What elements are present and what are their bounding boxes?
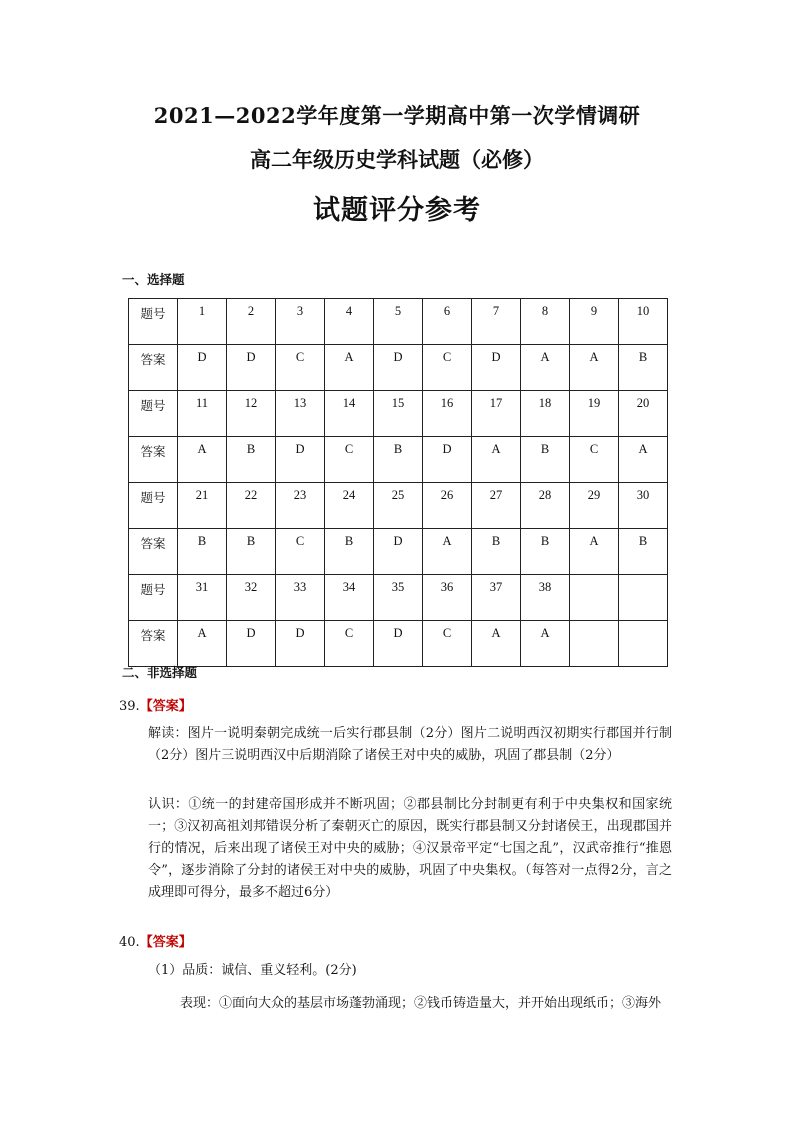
answer-mark: 【答案】 [139, 935, 192, 950]
document-heading: 试题评分参考 [313, 195, 481, 226]
answer-cell: D [374, 345, 423, 391]
answer-cell: A [423, 529, 472, 575]
question-number-cell: 32 [227, 575, 276, 621]
question-number-cell: 38 [521, 575, 570, 621]
row-label: 题号 [129, 483, 178, 529]
question-number-cell: 33 [276, 575, 325, 621]
question-number-cell: 21 [178, 483, 227, 529]
answer-cell: A [178, 621, 227, 667]
question-number-cell: 35 [374, 575, 423, 621]
row-label: 题号 [129, 575, 178, 621]
answer-cell: D [472, 345, 521, 391]
question-number-cell: 2 [227, 299, 276, 345]
row-label: 答案 [129, 345, 178, 391]
answer-cell: C [570, 437, 619, 483]
question-number-cell: 25 [374, 483, 423, 529]
question-number-cell: 16 [423, 391, 472, 437]
row-label: 题号 [129, 299, 178, 345]
answer-cell: D [423, 437, 472, 483]
q39-interpretation: 解读：图片一说明秦朝完成统一后实行郡县制（2分）图片二说明西汉初期实行郡国并行制（2分）图片三说明西汉中后期消除了诸侯王对中央的威胁，巩固了郡县制（2分） [148, 726, 672, 763]
question-number-cell: 18 [521, 391, 570, 437]
question-number-row [129, 483, 668, 529]
answer-row [129, 345, 668, 391]
answer-cell: B [227, 437, 276, 483]
exam-title: 2021—2022学年度第一学期高中第一次学情调研 [153, 103, 641, 128]
answer-cell: B [521, 529, 570, 575]
answer-row [129, 621, 668, 667]
answer-cell: B [472, 529, 521, 575]
question-number-cell: 34 [325, 575, 374, 621]
answer-cell: D [276, 437, 325, 483]
answer-cell: C [325, 621, 374, 667]
answer-cell: D [374, 621, 423, 667]
answer-cell: C [423, 621, 472, 667]
question-number-cell: 31 [178, 575, 227, 621]
q40-part1-quality: （1）品质：诚信、重义轻利。(2分) [148, 963, 357, 978]
answer-cell: B [619, 529, 668, 575]
answer-cell: A [570, 529, 619, 575]
question-number-cell: 36 [423, 575, 472, 621]
section-heading-nonchoice: 二、非选择题 [122, 665, 198, 680]
answer-cell: B [227, 529, 276, 575]
question-number-cell: 17 [472, 391, 521, 437]
question-number-cell: 14 [325, 391, 374, 437]
question-number-cell: 1 [178, 299, 227, 345]
question-39-label [119, 695, 192, 714]
question-number: 40. [119, 935, 140, 950]
answer-cell: C [423, 345, 472, 391]
row-label: 题号 [129, 391, 178, 437]
row-label: 答案 [129, 437, 178, 483]
question-number-cell: 24 [325, 483, 374, 529]
answer-cell: C [276, 529, 325, 575]
question-number-row [129, 391, 668, 437]
answer-cell: B [325, 529, 374, 575]
answer-cell: B [619, 345, 668, 391]
question-number-row [129, 299, 668, 345]
q40-part1-performance: 表现：①面向大众的基层市场蓬勃涌现；②钱币铸造量大，并开始出现纸币；③海外 [180, 996, 662, 1011]
question-number-cell: 13 [276, 391, 325, 437]
answer-cell: D [276, 621, 325, 667]
question-number-cell: 37 [472, 575, 521, 621]
question-number-cell: 20 [619, 391, 668, 437]
answer-cell: B [374, 437, 423, 483]
question-number-cell: 5 [374, 299, 423, 345]
answer-cell [570, 621, 619, 667]
answer-cell: A [325, 345, 374, 391]
row-label: 答案 [129, 621, 178, 667]
question-number-cell: 9 [570, 299, 619, 345]
answer-row [129, 437, 668, 483]
question-number-cell: 23 [276, 483, 325, 529]
exam-subtitle: 高二年级历史学科试题（必修） [250, 147, 544, 172]
answer-cell: A [178, 437, 227, 483]
section-heading-choice: 一、选择题 [122, 272, 185, 287]
question-number-cell: 22 [227, 483, 276, 529]
question-number: 39. [119, 699, 140, 714]
question-number-cell: 15 [374, 391, 423, 437]
q39-understanding: 认识：①统一的封建帝国形成并不断巩固；②郡县制比分封制更有利于中央集权和国家统一；③汉初高祖刘邦错误分析了秦朝灭亡的原因，既实行郡县制又分封诸侯王，出现郡国并行的情况，后来出现了诸侯王对中央的威胁；④汉景帝平定“七国之乱”，汉武帝推行“推恩令”，逐步消除了分封的诸侯王对中央的威胁，巩固了中央集权。（每答对一点得2分，言之成理即可得分，最多不超过6分） [148, 797, 672, 900]
question-number-cell: 27 [472, 483, 521, 529]
question-number-cell: 3 [276, 299, 325, 345]
answer-mark: 【答案】 [139, 699, 192, 714]
answer-cell: D [178, 345, 227, 391]
answer-cell: A [521, 345, 570, 391]
answer-row [129, 529, 668, 575]
answer-cell: D [227, 345, 276, 391]
answer-cell: A [521, 621, 570, 667]
question-number-cell: 11 [178, 391, 227, 437]
question-number-cell: 26 [423, 483, 472, 529]
answer-cell: B [521, 437, 570, 483]
question-number-cell: 29 [570, 483, 619, 529]
row-label: 答案 [129, 529, 178, 575]
question-number-cell: 30 [619, 483, 668, 529]
answer-cell: C [325, 437, 374, 483]
question-40-label [119, 931, 192, 950]
answer-cell: A [472, 437, 521, 483]
question-number-cell: 7 [472, 299, 521, 345]
question-number-cell: 19 [570, 391, 619, 437]
answer-cell: A [570, 345, 619, 391]
question-number-row [129, 575, 668, 621]
question-number-cell [570, 575, 619, 621]
question-number-cell: 6 [423, 299, 472, 345]
question-number-cell [619, 575, 668, 621]
answer-cell: C [276, 345, 325, 391]
answer-cell: D [227, 621, 276, 667]
question-number-cell: 12 [227, 391, 276, 437]
answer-table [128, 298, 668, 667]
question-number-cell: 4 [325, 299, 374, 345]
answer-cell: A [619, 437, 668, 483]
question-number-cell: 8 [521, 299, 570, 345]
answer-cell: A [472, 621, 521, 667]
answer-cell: B [178, 529, 227, 575]
question-number-cell: 28 [521, 483, 570, 529]
answer-cell: D [374, 529, 423, 575]
answer-cell [619, 621, 668, 667]
question-number-cell: 10 [619, 299, 668, 345]
